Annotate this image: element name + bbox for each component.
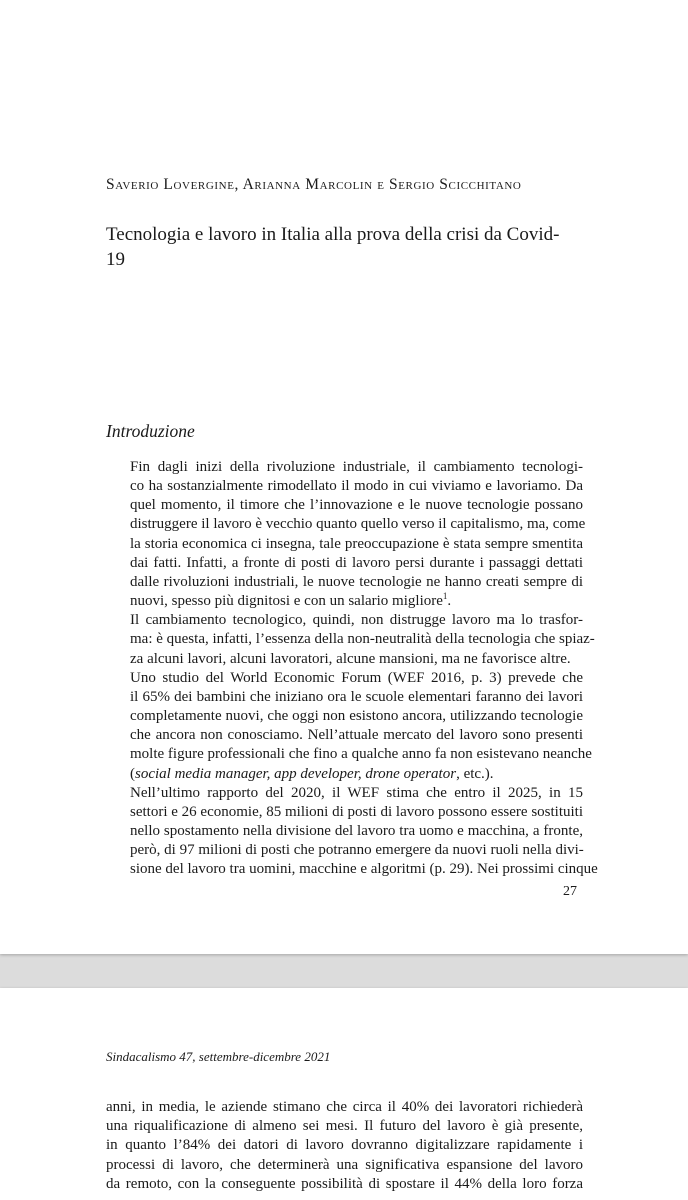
text-line: Fin dagli inizi della rivoluzione industriale, il cambiamento tecnologi- <box>130 459 583 475</box>
page-number: 27 <box>563 884 577 899</box>
article-body-continued <box>106 1098 583 1194</box>
text-line: Uno studio del World Economic Forum (WEF 2016, p. 3) prevede che <box>130 669 583 686</box>
text-line: sione del lavoro tra uomini, macchine e algoritmi (p. 29). Nei prossimi cinque <box>130 861 598 878</box>
paragraph-3 <box>106 669 592 784</box>
running-header: Sindacalismo 47, settembre-dicembre 2021 <box>106 1049 331 1064</box>
text-line: dai fatti. Infatti, a fronte di posti di lavoro persi durante i passaggi dettati <box>130 554 583 571</box>
page-28 <box>0 988 688 1200</box>
text-line: che ancora non conosciamo. Nell’attuale mercato del lavoro sono presenti <box>130 727 583 744</box>
paragraph-1 <box>106 458 586 611</box>
text-line: settori e 26 economie, 85 milioni di posti di lavoro possono essere sostituiti <box>130 803 583 820</box>
text-line: co ha sostanzialmente rimodellato il modo in cui viviamo e lavoriamo. Da <box>130 478 583 495</box>
text-line: da remoto, con la conseguente possibilità di spostare il 44% della loro forza <box>106 1175 583 1192</box>
text-line: quel momento, il timore che l’innovazione e le nuove tecnologie possano <box>130 497 583 514</box>
text-line: molte figure professionali che fino a qualche anno fa non esistevano neanche <box>130 746 592 763</box>
text-line: una riqualificazione di almeno sei mesi. Il futuro del lavoro è già presente, <box>106 1118 583 1135</box>
text-line: Nell’ultimo rapporto del 2020, il WEF stima che entro il 2025, in 15 <box>130 784 583 801</box>
text-line: in quanto l’84% dei datori di lavoro dovranno digitalizzare rapidamente i <box>106 1137 583 1154</box>
text-line: (social media manager, app developer, drone operator, etc.). <box>130 765 494 782</box>
text-line: Il cambiamento tecnologico, quindi, non distrugge lavoro ma lo trasfor- <box>130 612 583 629</box>
text-line: nuovi, spesso più dignitosi e con un salario migliore$^1$. <box>130 591 452 610</box>
text-line: la storia economica ci insegna, tale preoccupazione è stata sempre smentita <box>130 535 583 552</box>
text-line: dalle rivoluzioni industriali, le nuove tecnologie ne hanno creati sempre di <box>130 573 583 590</box>
text-line: anni, in media, le aziende stimano che circa il 40% dei lavoratori richiederà <box>106 1099 583 1115</box>
article-body <box>106 458 598 879</box>
text-line: distruggere il lavoro è vecchio quanto quello verso il capitalismo, ma, come <box>130 516 586 533</box>
text-line: nello spostamento nella divisione del lavoro tra uomo e macchina, a fronte, <box>130 822 583 839</box>
paragraph-2 <box>106 611 595 668</box>
text-line: ma: è questa, infatti, l’essenza della non-neutralità della tecnologia che spiaz- <box>130 631 595 648</box>
section-heading: Introduzione <box>106 421 195 441</box>
text-line: processi di lavoro, che determinerà una significativa espansione del lavoro <box>106 1156 583 1173</box>
text-line: completamente nuovi, che oggi non esistono ancora, utilizzando tecnologie <box>130 708 583 725</box>
paragraph-4 <box>106 784 598 880</box>
text-line: il 65% dei bambini che iniziano ora le scuole elementari faranno dei lavori <box>130 688 583 705</box>
text-line: però, di 97 milioni di posti che potranno emergere da nuovi ruoli nella divi- <box>130 842 584 859</box>
article-authors: Saverio Lovergine, Arianna Marcolin e Sergio Scicchitano <box>106 176 522 193</box>
article-title: Tecnologia e lavoro in Italia alla prova della crisi da Covid-19 <box>106 224 560 270</box>
text-line: za alcuni lavori, alcuni lavoratori, alcune mansioni, ma ne favorisce altre. <box>130 650 571 667</box>
footnote-ref[interactable]: 1 <box>442 591 448 602</box>
